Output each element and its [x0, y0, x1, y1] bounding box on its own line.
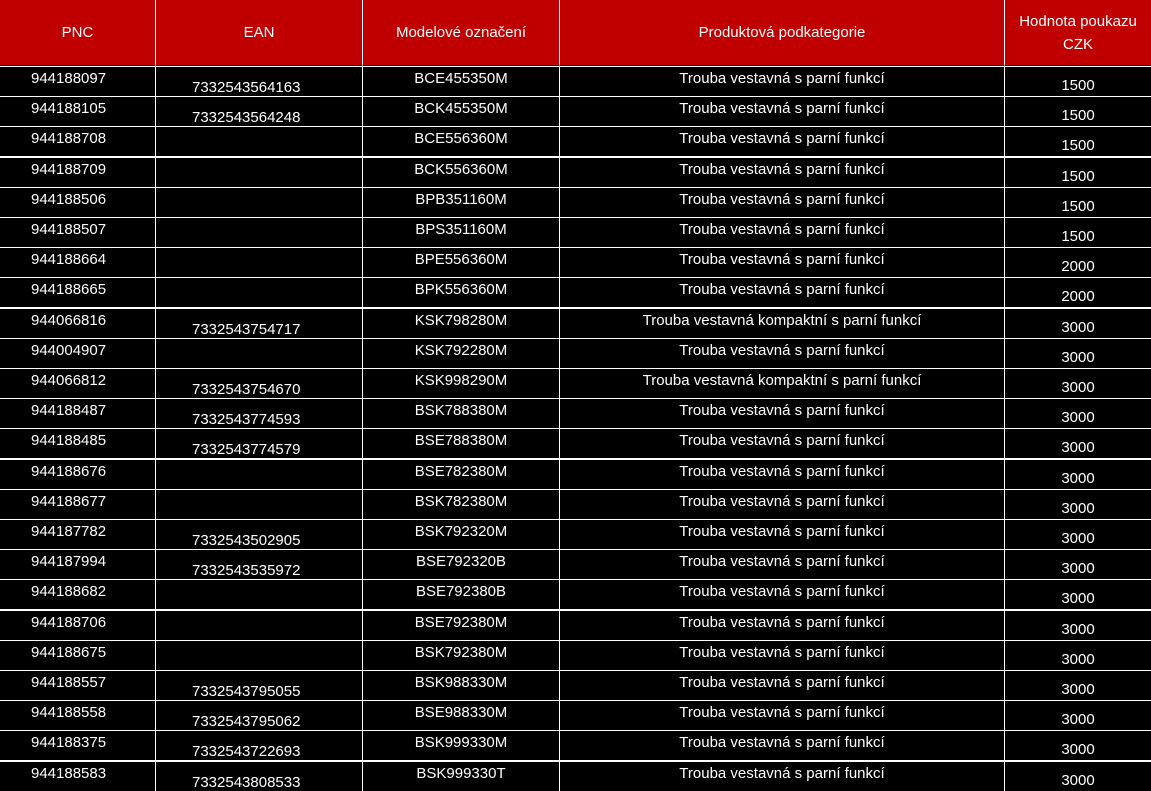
table-row	[0, 157, 1151, 187]
cell-model	[362, 398, 559, 428]
table-row	[0, 96, 1151, 126]
cell-pnc	[0, 126, 155, 156]
cell-ean-text: 7332543754670	[192, 381, 301, 398]
cell-voucher-value	[1004, 66, 1151, 96]
cell-pnc-text: 944188557	[31, 674, 107, 691]
cell-pnc-text: 944188506	[31, 190, 107, 208]
cell-model	[362, 217, 559, 247]
cell-subcategory	[559, 459, 1004, 489]
cell-ean	[155, 670, 362, 700]
table-row	[0, 519, 1151, 549]
cell-voucher-value	[1004, 126, 1151, 156]
table-row	[0, 247, 1151, 277]
cell-voucher-value-text: 3000	[1061, 620, 1095, 638]
cell-voucher-value-text: 1500	[1061, 197, 1095, 215]
cell-pnc	[0, 579, 155, 609]
cell-voucher-value-text: 3000	[1061, 348, 1095, 366]
cell-voucher-value	[1004, 247, 1151, 277]
cell-subcategory	[559, 217, 1004, 247]
cell-subcategory	[559, 157, 1004, 187]
cell-subcategory	[559, 730, 1004, 760]
cell-subcategory-text: Trouba vestavná s parní funkcí	[679, 70, 885, 87]
cell-pnc	[0, 700, 155, 730]
cell-voucher-value	[1004, 428, 1151, 458]
table-row	[0, 579, 1151, 609]
cell-pnc	[0, 277, 155, 307]
table-row	[0, 368, 1151, 398]
cell-pnc	[0, 187, 155, 217]
cell-pnc	[0, 368, 155, 398]
cell-pnc	[0, 489, 155, 519]
cell-voucher-value	[1004, 459, 1151, 489]
cell-pnc	[0, 730, 155, 760]
cell-voucher-value-text: 3000	[1061, 711, 1095, 729]
cell-pnc	[0, 459, 155, 489]
cell-subcategory	[559, 247, 1004, 277]
cell-voucher-value	[1004, 277, 1151, 307]
cell-ean-text: 7332543774593	[192, 411, 301, 429]
cell-model	[362, 277, 559, 307]
cell-pnc	[0, 247, 155, 277]
cell-ean	[155, 459, 362, 489]
header-ean: EAN	[155, 0, 362, 66]
cell-voucher-value	[1004, 398, 1151, 428]
cell-subcategory-text: Trouba vestavná s parní funkcí	[679, 251, 885, 269]
table-row	[0, 126, 1151, 156]
cell-subcategory-text: Trouba vestavná s parní funkcí	[679, 523, 885, 540]
cell-ean-text: 7332543795062	[192, 713, 301, 731]
cell-subcategory-text: Trouba vestavná s parní funkcí	[679, 432, 885, 450]
cell-ean	[155, 489, 362, 519]
cell-model	[362, 519, 559, 549]
cell-model	[362, 247, 559, 277]
cell-model-text: BSE782380M	[414, 462, 508, 480]
cell-model-text: KSK798280M	[414, 311, 508, 329]
cell-pnc	[0, 428, 155, 458]
cell-subcategory	[559, 338, 1004, 368]
cell-voucher-value	[1004, 308, 1151, 338]
cell-voucher-value	[1004, 730, 1151, 760]
cell-subcategory	[559, 428, 1004, 458]
cell-subcategory-text: Trouba vestavná s parní funkcí	[679, 190, 885, 208]
cell-pnc	[0, 338, 155, 368]
cell-pnc-text: 944188665	[31, 281, 107, 299]
cell-ean	[155, 579, 362, 609]
cell-pnc-text: 944188677	[31, 492, 107, 510]
cell-pnc-text: 944066816	[31, 311, 107, 329]
header-pnc: PNC	[0, 0, 155, 66]
cell-voucher-value-text: 3000	[1061, 681, 1095, 698]
cell-subcategory	[559, 761, 1004, 791]
cell-subcategory-text: Trouba vestavná s parní funkcí	[679, 613, 885, 631]
cell-model-text: BSK792380M	[414, 643, 508, 661]
cell-model-text: BSE988330M	[414, 704, 508, 722]
cell-voucher-value-text: 3000	[1061, 499, 1095, 517]
cell-voucher-value	[1004, 761, 1151, 791]
cell-model-text: BSK999330T	[416, 764, 506, 782]
cell-ean	[155, 96, 362, 126]
cell-model-text: BSE792320B	[415, 553, 507, 571]
cell-ean	[155, 761, 362, 791]
cell-model	[362, 489, 559, 519]
cell-subcategory-text: Trouba vestavná s parní funkcí	[679, 160, 885, 178]
cell-voucher-value-text: 3000	[1061, 771, 1095, 789]
cell-ean	[155, 308, 362, 338]
cell-voucher-value	[1004, 610, 1151, 640]
cell-pnc-text: 944188485	[31, 432, 107, 450]
cell-subcategory-text: Trouba vestavná s parní funkcí	[679, 100, 885, 118]
cell-model	[362, 187, 559, 217]
cell-pnc	[0, 610, 155, 640]
cell-model	[362, 700, 559, 730]
cell-subcategory	[559, 579, 1004, 609]
cell-ean	[155, 700, 362, 730]
cell-ean-text: 7332543795055	[192, 683, 301, 700]
cell-voucher-value	[1004, 519, 1151, 549]
cell-model-text: BCE556360M	[414, 130, 508, 148]
cell-subcategory-text: Trouba vestavná s parní funkcí	[679, 492, 885, 510]
cell-pnc	[0, 640, 155, 670]
cell-model-text: BPB351160M	[415, 190, 507, 208]
cell-model-text: BPS351160M	[415, 221, 507, 238]
cell-model-text: BSE788380M	[414, 432, 508, 450]
cell-pnc-text: 944188487	[31, 402, 107, 420]
cell-pnc-text: 944187994	[31, 553, 107, 571]
cell-ean	[155, 277, 362, 307]
table-row	[0, 428, 1151, 458]
table-row	[0, 398, 1151, 428]
cell-pnc-text: 944188675	[31, 643, 107, 661]
cell-subcategory	[559, 66, 1004, 96]
table-row	[0, 217, 1151, 247]
cell-subcategory	[559, 187, 1004, 217]
cell-voucher-value	[1004, 579, 1151, 609]
cell-model	[362, 126, 559, 156]
cell-voucher-value	[1004, 187, 1151, 217]
cell-voucher-value	[1004, 157, 1151, 187]
cell-model	[362, 96, 559, 126]
cell-ean	[155, 247, 362, 277]
table-row	[0, 489, 1151, 519]
table-row	[0, 338, 1151, 368]
cell-voucher-value	[1004, 368, 1151, 398]
cell-subcategory-text: Trouba vestavná kompaktní s parní funkcí	[642, 372, 922, 389]
cell-model	[362, 761, 559, 791]
cell-ean	[155, 640, 362, 670]
cell-subcategory-text: Trouba vestavná s parní funkcí	[679, 764, 885, 782]
table-row	[0, 761, 1151, 791]
cell-pnc	[0, 308, 155, 338]
cell-voucher-value	[1004, 96, 1151, 126]
cell-voucher-value-text: 3000	[1061, 650, 1095, 668]
cell-model-text: BSK988330M	[414, 674, 508, 691]
cell-pnc-text: 944188664	[31, 251, 107, 269]
cell-model	[362, 368, 559, 398]
cell-voucher-value-text: 3000	[1061, 741, 1095, 759]
cell-voucher-value-text: 3000	[1061, 318, 1095, 336]
cell-ean	[155, 549, 362, 579]
cell-model-text: BCE455350M	[414, 70, 508, 87]
cell-ean	[155, 157, 362, 187]
cell-subcategory	[559, 126, 1004, 156]
cell-voucher-value	[1004, 549, 1151, 579]
cell-pnc-text: 944004907	[31, 341, 107, 359]
table-row	[0, 187, 1151, 217]
table-row	[0, 308, 1151, 338]
table-row	[0, 66, 1151, 96]
cell-subcategory	[559, 368, 1004, 398]
cell-model-text: KSK792280M	[414, 341, 508, 359]
cell-model-text: KSK998290M	[414, 372, 508, 389]
cell-model	[362, 670, 559, 700]
cell-ean	[155, 66, 362, 96]
cell-pnc-text: 944066812	[31, 372, 107, 389]
cell-ean-text: 7332543535972	[192, 562, 301, 580]
cell-voucher-value-text: 1500	[1061, 107, 1095, 125]
cell-model	[362, 549, 559, 579]
cell-model-text: BPK556360M	[414, 281, 508, 299]
cell-subcategory-text: Trouba vestavná s parní funkcí	[679, 643, 885, 661]
cell-subcategory	[559, 670, 1004, 700]
cell-model-text: BSE792380B	[415, 583, 507, 601]
cell-voucher-value-text: 3000	[1061, 530, 1095, 547]
cell-ean	[155, 519, 362, 549]
table-row	[0, 549, 1151, 579]
cell-pnc-text: 944188507	[31, 221, 107, 238]
cell-subcategory	[559, 640, 1004, 670]
cell-subcategory-text: Trouba vestavná s parní funkcí	[679, 704, 885, 722]
table-row	[0, 277, 1151, 307]
cell-ean	[155, 730, 362, 760]
cell-subcategory	[559, 489, 1004, 519]
cell-voucher-value	[1004, 700, 1151, 730]
cell-voucher-value-text: 2000	[1061, 258, 1095, 276]
cell-voucher-value	[1004, 670, 1151, 700]
cell-voucher-value-text: 1500	[1061, 77, 1095, 94]
cell-pnc-text: 944188583	[31, 764, 107, 782]
cell-pnc	[0, 549, 155, 579]
cell-ean	[155, 187, 362, 217]
cell-pnc	[0, 398, 155, 428]
cell-ean-text: 7332543754717	[192, 320, 301, 338]
cell-subcategory-text: Trouba vestavná s parní funkcí	[679, 583, 885, 601]
cell-ean	[155, 368, 362, 398]
cell-subcategory-text: Trouba vestavná kompaktní s parní funkcí	[642, 311, 922, 329]
cell-voucher-value-text: 3000	[1061, 590, 1095, 608]
table-row	[0, 670, 1151, 700]
cell-subcategory-text: Trouba vestavná s parní funkcí	[679, 130, 885, 148]
cell-ean-text: 7332543722693	[192, 743, 301, 761]
table-row	[0, 640, 1151, 670]
cell-model	[362, 640, 559, 670]
cell-ean-text: 7332543774579	[192, 441, 301, 459]
cell-subcategory-text: Trouba vestavná s parní funkcí	[679, 281, 885, 299]
cell-model	[362, 157, 559, 187]
cell-ean	[155, 610, 362, 640]
cell-voucher-value	[1004, 217, 1151, 247]
cell-voucher-value	[1004, 489, 1151, 519]
cell-ean-text: 7332543502905	[192, 532, 301, 549]
table-row	[0, 610, 1151, 640]
cell-ean	[155, 398, 362, 428]
cell-pnc	[0, 519, 155, 549]
cell-subcategory-text: Trouba vestavná s parní funkcí	[679, 221, 885, 238]
cell-pnc-text: 944188375	[31, 734, 107, 752]
cell-voucher-value	[1004, 338, 1151, 368]
cell-model	[362, 730, 559, 760]
header-voucher-value: Hodnota poukazu CZK	[1004, 0, 1151, 66]
cell-voucher-value	[1004, 640, 1151, 670]
cell-subcategory-text: Trouba vestavná s parní funkcí	[679, 674, 885, 691]
cell-model	[362, 338, 559, 368]
cell-pnc-text: 944188105	[31, 100, 107, 118]
cell-subcategory-text: Trouba vestavná s parní funkcí	[679, 341, 885, 359]
table-header-row	[0, 0, 1151, 66]
cell-voucher-value-text: 1500	[1061, 228, 1095, 245]
cell-model-text: BCK556360M	[414, 160, 508, 178]
cell-model	[362, 579, 559, 609]
cell-model-text: BSE792380M	[414, 613, 508, 631]
cell-ean	[155, 126, 362, 156]
cell-ean	[155, 338, 362, 368]
cell-model-text: BPE556360M	[414, 251, 508, 269]
cell-model	[362, 610, 559, 640]
cell-pnc-text: 944188709	[31, 160, 107, 178]
cell-ean	[155, 217, 362, 247]
cell-voucher-value-text: 1500	[1061, 137, 1095, 155]
cell-pnc	[0, 670, 155, 700]
cell-pnc	[0, 66, 155, 96]
cell-model	[362, 428, 559, 458]
cell-pnc	[0, 96, 155, 126]
cell-pnc	[0, 157, 155, 187]
cell-ean-text: 7332543808533	[192, 773, 301, 791]
cell-pnc-text: 944188676	[31, 462, 107, 480]
cell-model	[362, 308, 559, 338]
cell-subcategory	[559, 519, 1004, 549]
cell-subcategory-text: Trouba vestavná s parní funkcí	[679, 402, 885, 420]
table-row	[0, 459, 1151, 489]
cell-pnc-text: 944188706	[31, 613, 107, 631]
cell-subcategory	[559, 96, 1004, 126]
cell-voucher-value-text: 1500	[1061, 167, 1095, 185]
cell-subcategory-text: Trouba vestavná s parní funkcí	[679, 462, 885, 480]
cell-pnc-text: 944188682	[31, 583, 107, 601]
cell-ean-text: 7332543564248	[192, 109, 301, 127]
cell-pnc	[0, 761, 155, 791]
cell-subcategory	[559, 277, 1004, 307]
cell-model-text: BSK999330M	[414, 734, 508, 752]
table-row	[0, 730, 1151, 760]
cell-model-text: BSK788380M	[414, 402, 508, 420]
cell-voucher-value-text: 2000	[1061, 288, 1095, 306]
cell-voucher-value-text: 3000	[1061, 439, 1095, 457]
cell-model-text: BSK782380M	[414, 492, 508, 510]
cell-pnc-text: 944188097	[31, 70, 107, 87]
header-model: Modelové označení	[362, 0, 559, 66]
cell-subcategory	[559, 700, 1004, 730]
cell-voucher-value-text: 3000	[1061, 469, 1095, 487]
cell-pnc	[0, 217, 155, 247]
cell-subcategory-text: Trouba vestavná s parní funkcí	[679, 553, 885, 571]
cell-ean	[155, 428, 362, 458]
header-subcategory: Produktová podkategorie	[559, 0, 1004, 66]
cell-subcategory	[559, 398, 1004, 428]
table-row	[0, 700, 1151, 730]
cell-voucher-value-text: 3000	[1061, 560, 1095, 578]
cell-pnc-text: 944187782	[31, 523, 107, 540]
cell-subcategory-text: Trouba vestavná s parní funkcí	[679, 734, 885, 752]
cell-subcategory	[559, 308, 1004, 338]
cell-model	[362, 66, 559, 96]
cell-model	[362, 459, 559, 489]
cell-pnc-text: 944188708	[31, 130, 107, 148]
cell-ean-text: 7332543564163	[192, 79, 301, 96]
cell-model-text: BCK455350M	[414, 100, 508, 118]
cell-voucher-value-text: 3000	[1061, 379, 1095, 396]
cell-subcategory	[559, 610, 1004, 640]
cell-subcategory	[559, 549, 1004, 579]
cell-pnc-text: 944188558	[31, 704, 107, 722]
cell-model-text: BSK792320M	[414, 523, 508, 540]
cell-voucher-value-text: 3000	[1061, 409, 1095, 427]
